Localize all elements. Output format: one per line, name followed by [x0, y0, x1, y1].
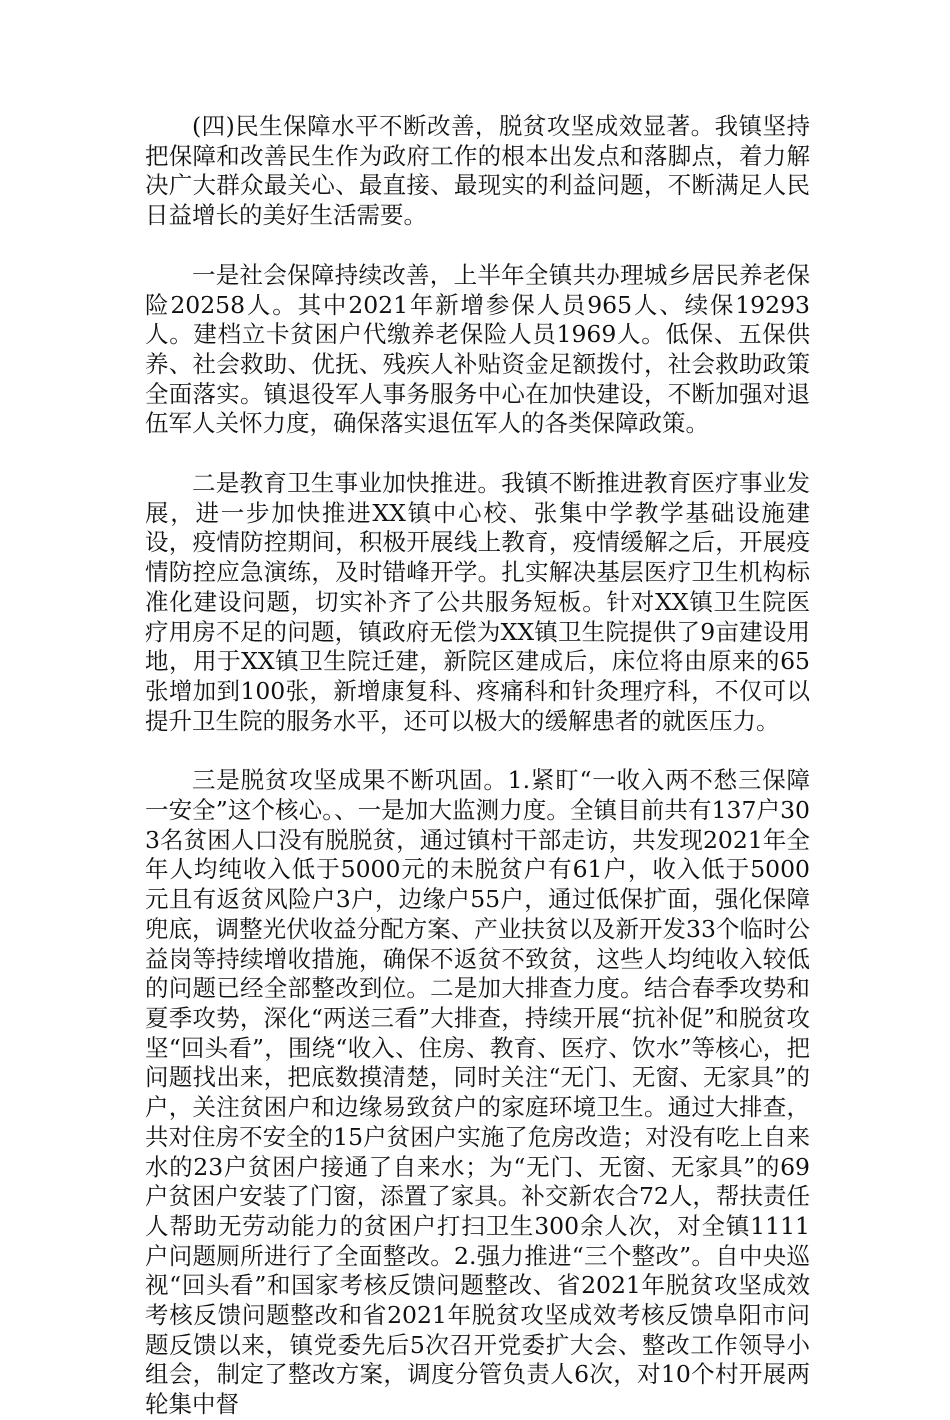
- paragraph-education-health: 二是教育卫生事业加快推进。我镇不断推进教育医疗事业发展，进一步加快推进XX镇中心校、张集中学教学基础设施建设，疫情防控期间，积极开展线上教育，疫情缓解之后，开展疫情防控应急演练，及时错峰开学。扎实解决基层医疗卫生机构标准化建设问题，切实补齐了公共服务短板。针对XX镇卫生院医疗用房不足的问题，镇政府无偿为XX镇卫生院提供了9亩建设用地，用于XX镇卫生院迁建，新院区建成后，床位将由原来的65张增加到100张，新增康复科、疼痛科和针灸理疗科，不仅可以提升卫生院的服务水平，还可以极大的缓解患者的就医压力。: [145, 469, 810, 735]
- paragraph-social-security: 一是社会保障持续改善，上半年全镇共办理城乡居民养老保险20258人。其中2021年新增参保人员965人、续保19293人。建档立卡贫困户代缴养老保险人员1969人。低保、五保供养、社会救助、优抚、残疾人补贴资金足额拨付，社会救助政策全面落实。镇退役军人事务服务中心在加快建设，不断加强对退伍军人关怀力度，确保落实退伍军人的各类保障政策。: [145, 260, 810, 438]
- paragraph-poverty-alleviation: 三是脱贫攻坚成果不断巩固。1.紧盯“一收入两不愁三保障一安全”这个核心。、一是加大监测力度。全镇目前共有137户303名贫困人口没有脱脱贫，通过镇村干部走访，共发现2021年全年人均纯收入低于5000元的未脱贫户有61户，收入低于5000元且有返贫风险户3户，边缘户55户，通过低保扩面，强化保障兜底，调整光伏收益分配方案、产业扶贫以及新开发33个临时公益岗等持续增收措施，确保不返贫不致贫，这些人均纯收入较低的问题已经全部整改到位。二是加大排查力度。结合春季攻势和夏季攻势，深化“两送三看”大排查，持续开展“抗补促”和脱贫攻坚“回头看”，围绕“收入、住房、教育、医疗、饮水”等核心，把问题找出来，把底数摸清楚，同时关注“无门、无窗、无家具”的户，关注贫困户和边缘易致贫户的家庭环境卫生。通过大排查，共对住房不安全的15户贫困户实施了危房改造；对没有吃上自来水的23户贫困户接通了自来水；为“无门、无窗、无家具”的69户贫困户安装了门窗，添置了家具。补交新农合72人，帮扶责任人帮助无劳动能力的贫困户打扫卫生300余人次，对全镇1111户问题厕所进行了全面整改。2.强力推进“三个整改”。自中央巡视“回头看”和国家考核反馈问题整改、省2021年脱贫攻坚成效考核反馈问题整改和省2021年脱贫攻坚成效考核反馈阜阳市问题反馈以来，镇党委先后5次召开党委扩大会、整改工作领导小组会，制定了整改方案，调度分管负责人6次，对10个村开展两轮集中督: [145, 766, 810, 1419]
- paragraph-livelihood-summary: (四)民生保障水平不断改善，脱贫攻坚成效显著。我镇坚持把保障和改善民生作为政府工作的根本出发点和落脚点，着力解决广大群众最关心、最直接、最现实的利益问题，不断满足人民日益增长的美好生活需要。: [145, 112, 810, 230]
- document-body: [145, 112, 810, 1420]
